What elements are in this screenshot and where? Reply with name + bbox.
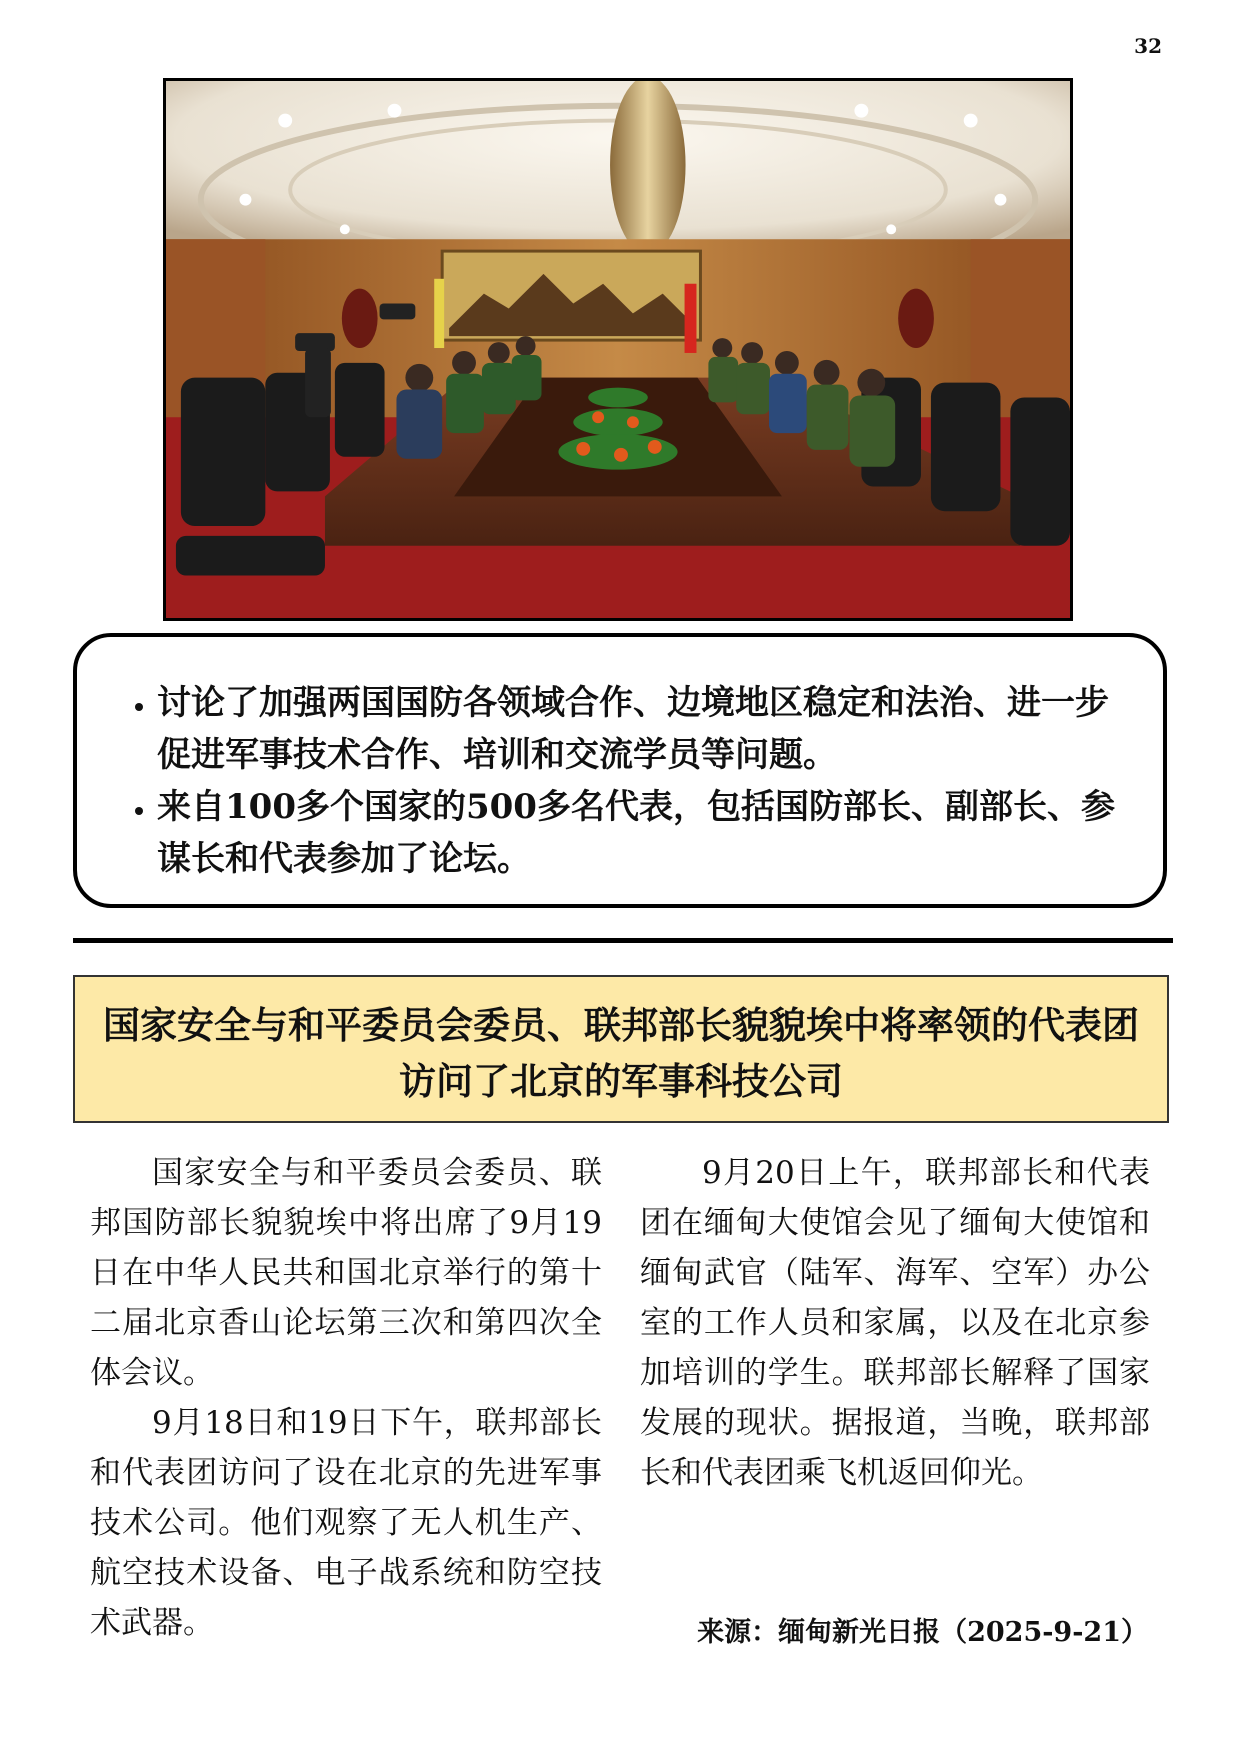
article-paragraph: 9月18日和19日下午，联邦部长和代表团访问了设在北京的先进军事技术公司。他们观察了无人机生产、航空技术设备、电子战系统和防空技术武器。 xyxy=(90,1405,602,1641)
article-paragraph: 9月20日上午，联邦部长和代表团在缅甸大使馆会见了缅甸大使馆和缅甸武官（陆军、海军、空军）办公室的工作人员和家属，以及在北京参加培训的学生。联邦部长解释了国家发展的现状。据报道，当晚，联邦部长和代表团乘飞机返回仰光。 xyxy=(640,1155,1150,1491)
highlights-box xyxy=(73,633,1167,908)
article-right-column xyxy=(640,1148,1150,1498)
article-paragraph: 国家安全与和平委员会委员、联邦国防部长貌貌埃中将出席了9月19日在中华人民共和国北京举行的第十二届北京香山论坛第三次和第四次全体会议。 xyxy=(90,1155,602,1391)
meeting-room-photo xyxy=(163,78,1073,621)
headline-line-2: 访问了北京的军事科技公司 xyxy=(399,1059,843,1103)
article-left-column xyxy=(90,1148,602,1648)
source-citation: 来源：缅甸新光日报（2025-9-21） xyxy=(697,1617,1148,1648)
meeting-room-illustration xyxy=(166,81,1070,618)
highlight-item: • 讨论了加强两国国防各领域合作、边境地区稳定和法治、进一步促进军事技术合作、培训和交流学员等问题。 xyxy=(157,677,1141,781)
section-divider xyxy=(73,938,1173,943)
headline-line-1: 国家安全与和平委员会委员、联邦部长貌貌埃中将率领的代表团 xyxy=(103,1003,1139,1047)
highlight-item: • 来自100多个国家的500多名代表，包括国防部长、副部长、参谋长和代表参加了论坛。 xyxy=(157,781,1141,885)
headline-box xyxy=(73,975,1169,1123)
page-number: 32 xyxy=(1134,34,1162,58)
highlights-list xyxy=(119,677,1141,885)
